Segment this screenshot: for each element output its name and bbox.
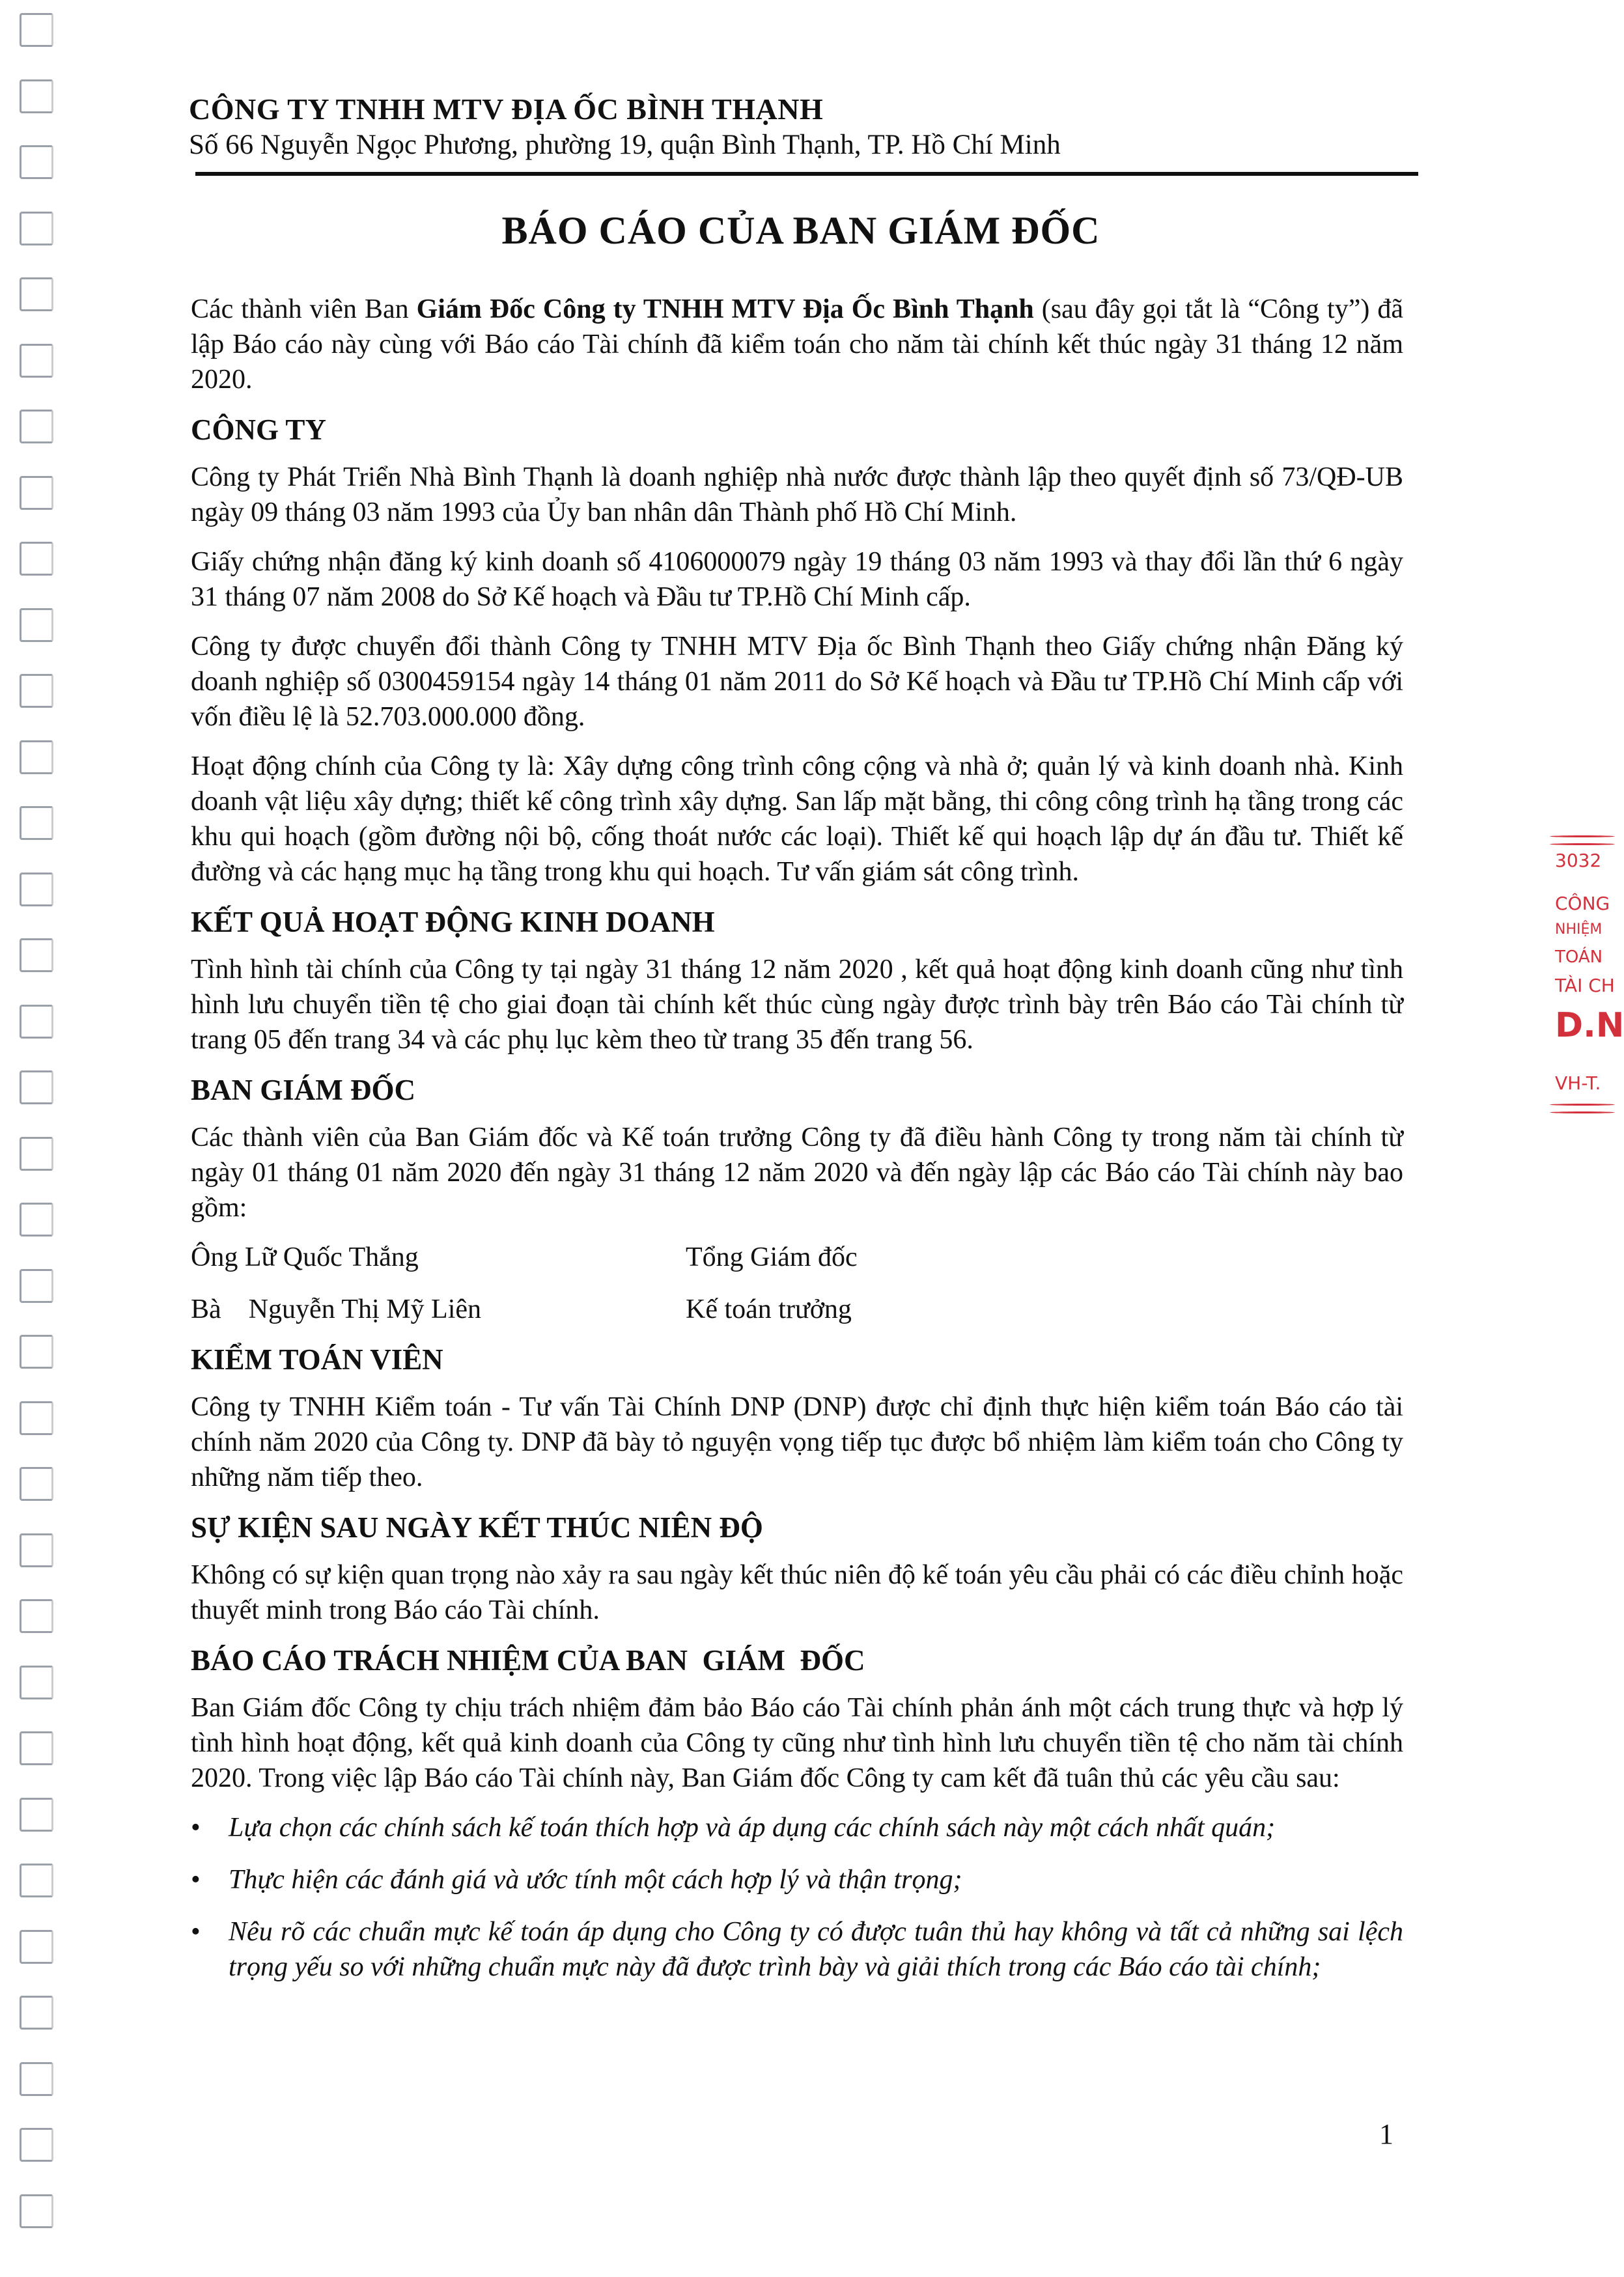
- binding-hole: [20, 344, 53, 378]
- seal-text: NHIỆM: [1555, 921, 1603, 938]
- intro-paragraph: [191, 292, 1403, 397]
- results-para-1: Tình hình tài chính của Công ty tại ngày 31 tháng 12 năm 2020 , kết quả hoạt động kinh doanh cũng như tình hình lưu chuyển tiền tệ cho giai đoạn tài chính kết thúc cùng ngày được trình bày trên Báo cáo Tài chính từ trang 05 đến trang 34 và các phụ lục kèm theo từ trang 35 đến trang 56.: [191, 955, 1403, 1055]
- intro-text-a: Các thành viên Ban: [191, 294, 417, 324]
- binding-hole: [20, 1467, 53, 1501]
- seal-ring: [1550, 1104, 1615, 1106]
- seal-text: TOÁN: [1555, 947, 1603, 967]
- intro-text-b: (sau đây gọi tắt là “Công ty”) đã lập Báo cáo này cùng với Báo cáo Tài chính đã kiểm toán cho năm tài chính kết thúc ngày 31 tháng 12 năm 2020.: [191, 294, 1403, 395]
- company-para-3: Công ty được chuyển đổi thành Công ty TNHH MTV Địa ốc Bình Thạnh theo Giấy chứng nhận Đăng ký doanh nghiệp số 0300459154 ngày 14 tháng 01 năm 2011 do Sở Kế hoạch và Đầu tư TP.Hồ Chí Minh cấp với vốn điều lệ là 52.703.000.000 đồng.: [191, 632, 1403, 732]
- binding-hole: [20, 1533, 53, 1567]
- binding-hole: [20, 1666, 53, 1699]
- document-title: BÁO CÁO CỦA BAN GIÁM ĐỐC: [501, 209, 1100, 252]
- responsibility-para-1: Ban Giám đốc Công ty chịu trách nhiệm đảm bảo Báo cáo Tài chính phản ánh một cách trung thực và hợp lý tình hình hoạt động, kết quả kinh doanh của Công ty cũng như tình hình lưu chuyển tiền tệ cho năm tài chính 2020. Trong việc lập Báo cáo Tài chính này, Ban Giám đốc Công ty cam kết đã tuân thủ các yêu cầu sau:: [191, 1693, 1403, 1793]
- company-para-1: Công ty Phát Triển Nhà Bình Thạnh là doanh nghiệp nhà nước được thành lập theo quyết định số 73/QĐ-UB ngày 09 tháng 03 năm 1993 của Ủy ban nhân dân Thành phố Hồ Chí Minh.: [191, 462, 1403, 527]
- page-number: 1: [1379, 2118, 1393, 2150]
- heading-auditor: KIỂM TOÁN VIÊN: [191, 1343, 443, 1376]
- company-para-4: Hoạt động chính của Công ty là: Xây dựng công trình công cộng và nhà ở; quản lý và kinh doanh nhà. Kinh doanh vật liệu xây dựng; thiết kế công trình xây dựng. San lấp mặt bằng, thi công công trình hạ tầng trong các khu qui hoạch (gồm đường nội bộ, cống thoát nước các loại). Thiết kế qui hoạch lập dự án đầu tư. Thiết kế đường và các hạng mục hạ tầng trong khu qui hoạch. Tư vấn giám sát công trình.: [191, 751, 1403, 887]
- binding-hole: [20, 1864, 53, 1897]
- heading-company: CÔNG TY: [191, 413, 326, 446]
- list-item: • Nêu rõ các chuẩn mực kế toán áp dụng cho Công ty có được tuân thủ hay không và tất cả những sai lệch trọng yếu so với những chuẩn mực này đã được trình bày và giải thích trong các Báo cáo tài chính;: [191, 1914, 1403, 1985]
- list-item: • Lựa chọn các chính sách kế toán thích hợp và áp dụng các chính sách này một cách nhất quán;: [191, 1810, 1403, 1845]
- binding-hole: [20, 608, 53, 642]
- binding-hole: [20, 938, 53, 972]
- intro-company-bold: Giám Đốc Công ty TNHH MTV Địa Ốc Bình Thạnh: [416, 294, 1034, 324]
- binding-hole: [20, 674, 53, 708]
- binding-hole: [20, 873, 53, 906]
- header-rule: [195, 172, 1418, 176]
- seal-text: VH-T.: [1555, 1072, 1601, 1094]
- binding-hole: [20, 13, 53, 47]
- binding-hole: [20, 740, 53, 774]
- binding-hole: [20, 1269, 53, 1303]
- seal-ring: [1550, 1111, 1615, 1113]
- responsibility-list: [191, 1810, 1403, 1985]
- binding-hole: [20, 542, 53, 576]
- binding-hole: [20, 806, 53, 840]
- binding-holes: [7, 13, 59, 2253]
- binding-hole: [20, 1599, 53, 1633]
- binding-hole: [20, 410, 53, 443]
- binding-hole: [20, 1203, 53, 1236]
- binding-hole: [20, 212, 53, 245]
- heading-responsibility: BÁO CÁO TRÁCH NHIỆM CỦA BAN GIÁM ĐỐC: [191, 1644, 865, 1677]
- binding-hole: [20, 2062, 53, 2096]
- binding-hole: [20, 277, 53, 311]
- binding-hole: [20, 1930, 53, 1964]
- binding-hole: [20, 1070, 53, 1104]
- events-para-1: Không có sự kiện quan trọng nào xảy ra sau ngày kết thúc niên độ kế toán yêu cầu phải có các điều chỉnh hoặc thuyết minh trong Báo cáo Tài chính.: [191, 1560, 1403, 1625]
- list-item: • Thực hiện các đánh giá và ước tính một cách hợp lý và thận trọng;: [191, 1862, 1403, 1897]
- company-address: Số 66 Nguyễn Ngọc Phương, phường 19, quận Bình Thạnh, TP. Hồ Chí Minh: [189, 130, 1061, 160]
- binding-hole: [20, 1335, 53, 1369]
- member-name: Bà Nguyễn Thị Mỹ Liên: [191, 1294, 482, 1324]
- letterhead: [189, 91, 1413, 163]
- binding-hole: [20, 2128, 53, 2162]
- red-seal-stamp: [1550, 830, 1624, 1130]
- binding-hole: [20, 1798, 53, 1832]
- member-role: Kế toán trưởng: [686, 1294, 852, 1324]
- binding-hole: [20, 476, 53, 510]
- seal-text: D.N: [1555, 1006, 1624, 1045]
- member-role: Tổng Giám đốc: [686, 1242, 858, 1272]
- binding-hole: [20, 2194, 53, 2228]
- binding-hole: [20, 1005, 53, 1039]
- company-para-2: Giấy chứng nhận đăng ký kinh doanh số 4106000079 ngày 19 tháng 03 năm 1993 và thay đổi lần thứ 6 ngày 31 tháng 07 năm 2008 do Sở Kế hoạch và Đầu tư TP.Hồ Chí Minh cấp.: [191, 547, 1403, 612]
- seal-text: TÀI CH: [1555, 975, 1615, 996]
- binding-hole: [20, 1996, 53, 2030]
- board-para-1: Các thành viên của Ban Giám đốc và Kế toán trưởng Công ty đã điều hành Công ty trong năm tài chính từ ngày 01 tháng 01 năm 2020 đến ngày 31 tháng 12 năm 2020 và đến ngày lập các Báo cáo Tài chính này bao gồm:: [191, 1123, 1403, 1223]
- heading-results: KẾT QUẢ HOẠT ĐỘNG KINH DOANH: [191, 906, 715, 938]
- seal-ring: [1550, 843, 1615, 845]
- auditor-para-1: Công ty TNHH Kiểm toán - Tư vấn Tài Chính DNP (DNP) được chỉ định thực hiện kiểm toán Báo cáo tài chính năm 2020 của Công ty. DNP đã bày tỏ nguyện vọng tiếp tục được bổ nhiệm làm kiểm toán cho Công ty những năm tiếp theo.: [191, 1392, 1403, 1492]
- binding-hole: [20, 145, 53, 179]
- member-name: Ông Lữ Quốc Thắng: [191, 1242, 419, 1272]
- company-name: CÔNG TY TNHH MTV ĐỊA ỐC BÌNH THẠNH: [189, 92, 824, 126]
- report-body: [191, 292, 1403, 2002]
- binding-hole: [20, 1137, 53, 1171]
- seal-ring: [1550, 835, 1615, 837]
- seal-text: 3032: [1555, 850, 1602, 871]
- binding-hole: [20, 1401, 53, 1435]
- binding-hole: [20, 1731, 53, 1765]
- binding-hole: [20, 79, 53, 113]
- heading-board: BAN GIÁM ĐỐC: [191, 1074, 415, 1106]
- seal-text: CÔNG: [1555, 893, 1610, 914]
- board-members: [191, 1240, 1403, 1327]
- heading-events: SỰ KIỆN SAU NGÀY KẾT THÚC NIÊN ĐỘ: [191, 1511, 763, 1544]
